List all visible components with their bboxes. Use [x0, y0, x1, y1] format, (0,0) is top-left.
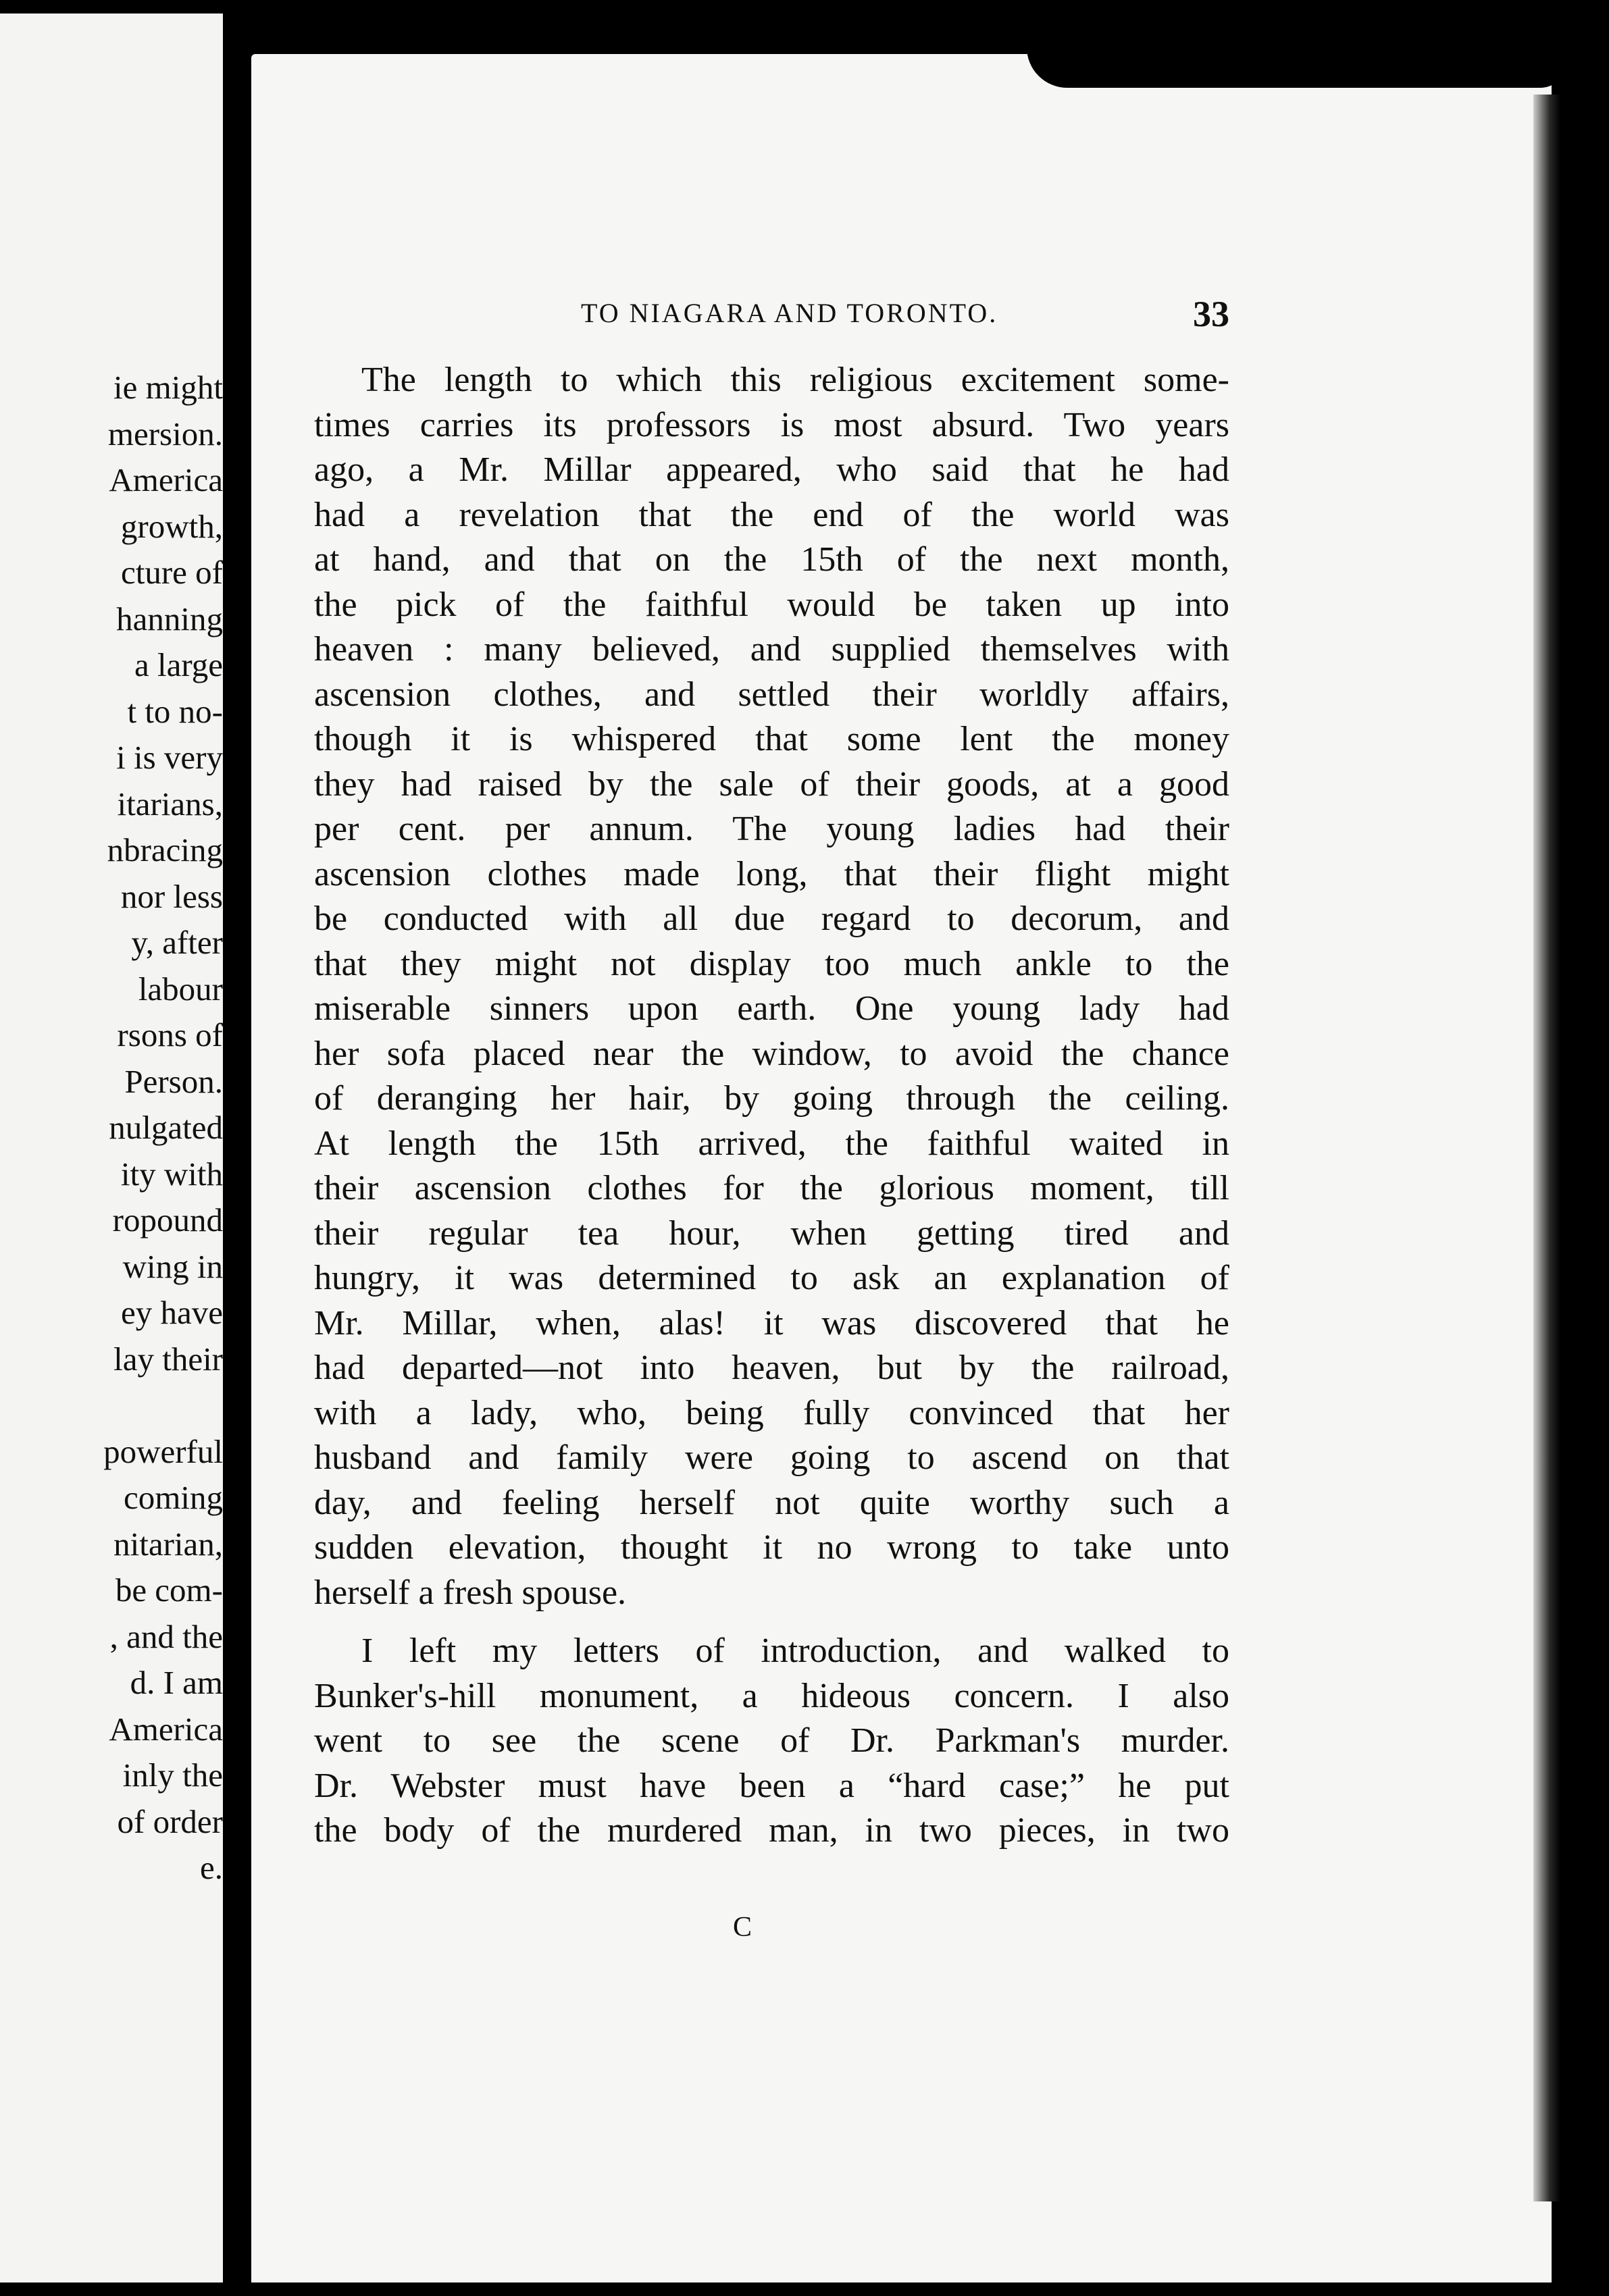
- left-line: be com-: [115, 1571, 223, 1609]
- body-text: [314, 358, 1229, 1854]
- text-line: Mr. Millar, when, alas! it was discovered that he: [314, 1303, 1229, 1342]
- text-line: times carries its professors is most absurd. Two years: [314, 405, 1229, 444]
- left-facing-page: [0, 14, 223, 2282]
- text-line: herself a fresh spouse.: [314, 1573, 627, 1612]
- left-line: nbracing: [107, 831, 223, 868]
- text-line: went to see the scene of Dr. Parkman's murder.: [314, 1721, 1229, 1760]
- text-line: miserable sinners upon earth. One young lady had: [314, 989, 1229, 1028]
- text-line: At length the 15th arrived, the faithful waited in: [314, 1124, 1229, 1163]
- text-line: of deranging her hair, by going through the ceiling.: [314, 1079, 1229, 1118]
- text-line: be conducted with all due regard to decorum, and: [314, 899, 1229, 938]
- paragraph-gap: [314, 1615, 1229, 1629]
- left-page-text: [7, 365, 223, 1891]
- left-line: wing in: [122, 1247, 223, 1285]
- left-line: y, after: [131, 924, 223, 961]
- text-line: their regular tea hour, when getting tired and: [314, 1214, 1229, 1253]
- left-line: inly the: [122, 1756, 223, 1794]
- left-line: of order: [117, 1802, 223, 1840]
- left-line: nor less: [120, 877, 223, 915]
- text-line: the body of the murdered man, in two pieces, in two: [314, 1811, 1229, 1850]
- text-line: ascension clothes made long, that their flight might: [314, 854, 1229, 893]
- left-line: coming: [124, 1479, 223, 1516]
- text-line: heaven : many believed, and supplied themselves with: [314, 630, 1229, 669]
- left-line: t to no-: [127, 692, 223, 730]
- left-line: nitarian,: [113, 1525, 223, 1563]
- text-line: at hand, and that on the 15th of the next month,: [314, 540, 1229, 579]
- left-line: Person.: [124, 1062, 223, 1100]
- text-line: hungry, it was determined to ask an explanation of: [314, 1259, 1229, 1297]
- left-line: hanning: [116, 600, 223, 637]
- text-line: Bunker's-hill monument, a hideous concern. I also: [314, 1676, 1229, 1715]
- left-line: cture of: [121, 554, 223, 591]
- left-line: ity with: [120, 1155, 223, 1193]
- left-line: ey have: [121, 1294, 223, 1331]
- text-line: sudden elevation, thought it no wrong to take unto: [314, 1528, 1229, 1567]
- left-line: America: [109, 461, 223, 498]
- text-line: per cent. per annum. The young ladies had their: [314, 810, 1229, 848]
- text-line: Dr. Webster must have been a “hard case;” he put: [314, 1766, 1229, 1805]
- left-line: nulgated: [109, 1109, 223, 1146]
- text-line: husband and family were going to ascend on that: [314, 1438, 1229, 1477]
- left-line: mersion.: [107, 415, 223, 452]
- left-line: lay their: [113, 1340, 223, 1378]
- left-line: powerful: [103, 1432, 223, 1470]
- left-line: ropound: [112, 1201, 223, 1238]
- page-number: 33: [1193, 294, 1229, 334]
- text-line: her sofa placed near the window, to avoid the chance: [314, 1034, 1229, 1073]
- text-line: though it is whispered that some lent the money: [314, 720, 1229, 758]
- left-line: i is very: [116, 739, 223, 776]
- left-line: e.: [200, 1849, 223, 1886]
- text-line: with a lady, who, being fully convinced that her: [314, 1393, 1229, 1432]
- text-line: the pick of the faithful would be taken up into: [314, 585, 1229, 624]
- left-line: rsons of: [117, 1016, 223, 1053]
- page-header: [581, 294, 1229, 344]
- signature-mark: C: [733, 1912, 752, 1943]
- left-line: growth,: [120, 507, 223, 545]
- left-line: d. I am: [130, 1664, 223, 1701]
- text-line: I left my letters of introduction, and walked to: [361, 1632, 1229, 1670]
- text-line: that they might not display too much ankle to the: [314, 944, 1229, 983]
- left-line: a large: [134, 646, 223, 683]
- paragraph-2: [314, 1629, 1229, 1854]
- text-line: ago, a Mr. Millar appeared, who said that he had: [314, 450, 1229, 489]
- text-line: they had raised by the sale of their goods, at a good: [314, 764, 1229, 804]
- left-line: America: [109, 1710, 223, 1748]
- left-line: itarians,: [117, 785, 223, 823]
- left-line: labour: [138, 970, 223, 1008]
- text-line: their ascension clothes for the glorious moment, till: [314, 1169, 1229, 1207]
- left-line: ie might: [113, 369, 223, 406]
- text-line: had departed—not into heaven, but by the railroad,: [314, 1349, 1229, 1387]
- running-head: TO NIAGARA AND TORONTO.: [581, 298, 998, 328]
- scan-dark-corner: [1027, 0, 1567, 88]
- text-line: The length to which this religious excitement some-: [361, 361, 1229, 399]
- text-line: had a revelation that the end of the world was: [314, 495, 1229, 534]
- paragraph-1: [314, 358, 1229, 1615]
- book-gutter: [223, 0, 250, 2296]
- left-line: [7, 1382, 223, 1429]
- page-edge-shadow: [1533, 95, 1560, 2201]
- left-line: , and the: [109, 1617, 223, 1655]
- text-line: day, and feeling herself not quite worthy such a: [314, 1483, 1229, 1522]
- text-line: ascension clothes, and settled their worldly affairs,: [314, 675, 1229, 714]
